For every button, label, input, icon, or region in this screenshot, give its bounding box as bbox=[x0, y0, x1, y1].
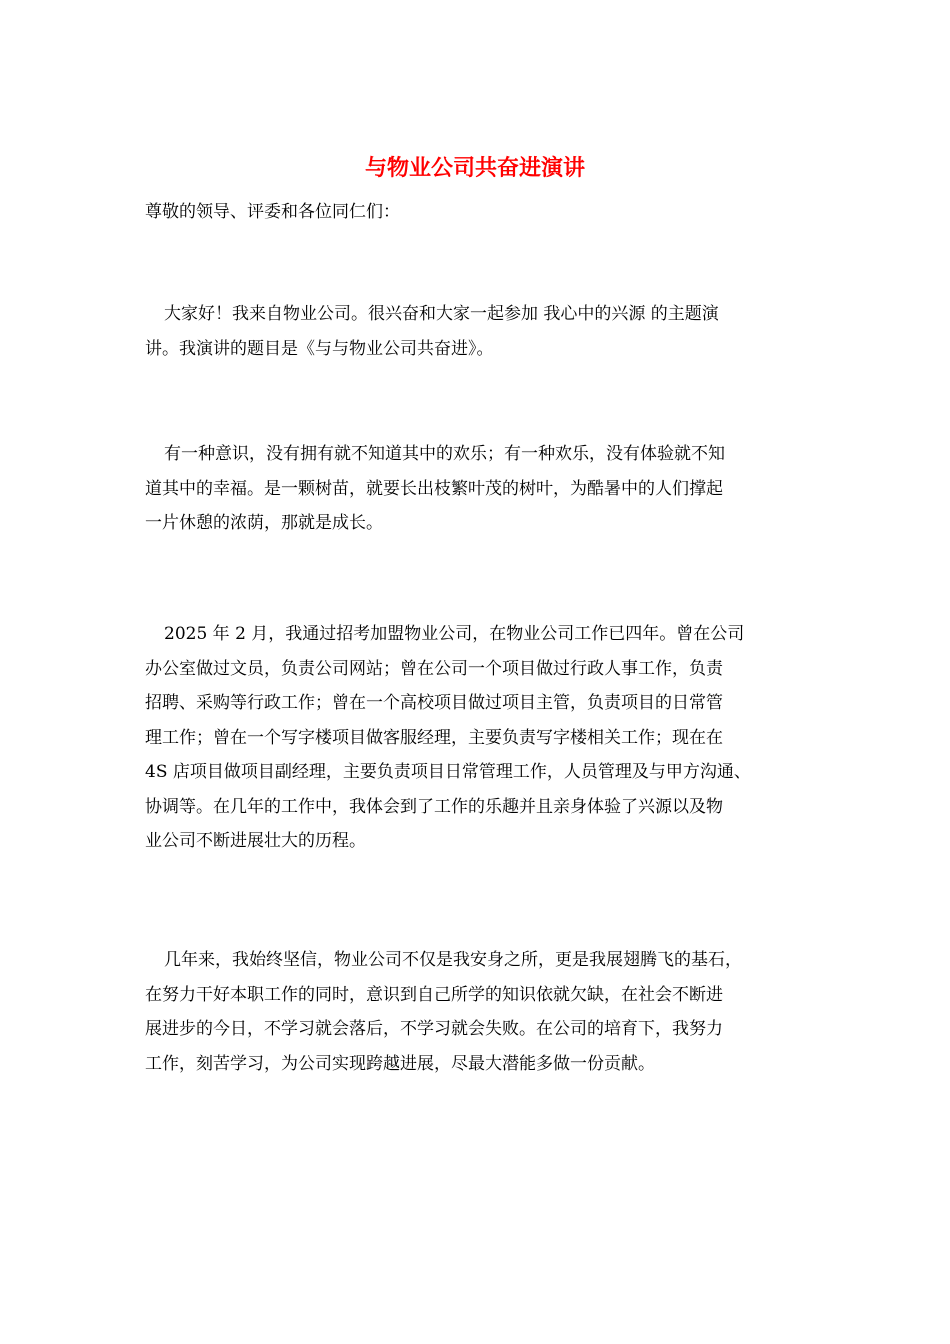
paragraph-line: 大家好！我来自物业公司。很兴奋和大家一起参加 我心中的兴源 的主题演 bbox=[164, 304, 719, 324]
paragraph-line: 一片休憩的浓荫，那就是成长。 bbox=[145, 513, 383, 533]
paragraph-line: 道其中的幸福。是一颗树苗，就要长出枝繁叶茂的树叶，为酷暑中的人们撑起 bbox=[145, 478, 723, 499]
paragraph-line: 有一种意识，没有拥有就不知道其中的欢乐；有一种欢乐，没有体验就不知 bbox=[164, 444, 725, 464]
paragraph-line: 招聘、采购等行政工作；曾在一个高校项目做过项目主管，负责项目的日常管 bbox=[145, 693, 723, 713]
paragraph-4 bbox=[145, 943, 815, 1081]
paragraph-3 bbox=[145, 617, 815, 859]
paragraph-line: 业公司不断进展壮大的历程。 bbox=[145, 831, 366, 851]
paragraph-line: 展进步的今日，不学习就会落后，不学习就会失败。在公司的培育下，我努力 bbox=[145, 1019, 723, 1039]
paragraph-line: 协调等。在几年的工作中，我体会到了工作的乐趣并且亲身体验了兴源以及物 bbox=[145, 796, 723, 817]
paragraph-line: 2025 年 2 月，我通过招考加盟物业公司，在物业公司工作已四年。曾在公司 bbox=[164, 624, 745, 644]
paragraph-2 bbox=[145, 437, 815, 541]
salutation: 尊敬的领导、评委和各位同仁们： bbox=[145, 202, 400, 222]
paragraph-1 bbox=[145, 297, 815, 366]
paragraph-line: 办公室做过文员，负责公司网站；曾在公司一个项目做过行政人事工作，负责 bbox=[145, 658, 723, 679]
paragraph-line: 在努力干好本职工作的同时，意识到自己所学的知识依就欠缺，在社会不断进 bbox=[145, 984, 723, 1005]
paragraph-line: 几年来，我始终坚信，物业公司不仅是我安身之所，更是我展翅腾飞的基石， bbox=[164, 950, 742, 970]
paragraph-line: 4S 店项目做项目副经理，主要负责项目日常管理工作，人员管理及与甲方沟通、 bbox=[145, 762, 751, 782]
paragraph-line: 理工作；曾在一个写字楼项目做客服经理，主要负责写字楼相关工作；现在在 bbox=[145, 727, 723, 748]
paragraph-line: 讲。我演讲的题目是《与与物业公司共奋进》。 bbox=[145, 338, 494, 359]
paragraph-line: 工作，刻苦学习，为公司实现跨越进展，尽最大潜能多做一份贡献。 bbox=[145, 1053, 655, 1074]
document-title: 与物业公司共奋进演讲 bbox=[364, 155, 585, 181]
